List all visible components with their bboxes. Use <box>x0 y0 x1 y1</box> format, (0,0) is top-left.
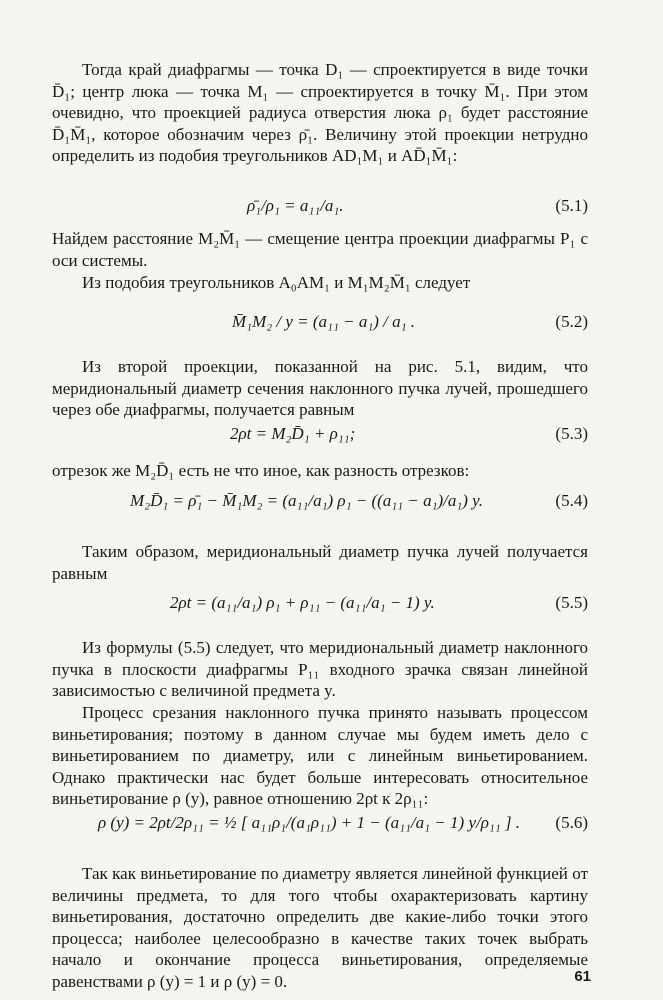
equation-5-1 <box>52 196 588 226</box>
equation-formula: M̄₁M₂ / y = (a₁₁ − a₁) / a₁ . <box>232 312 416 331</box>
page-number: 61 <box>574 968 591 985</box>
paragraph: Процесс срезания наклонного пучка принято называть процессом виньетирования; поэтому в данном случае мы будем иметь дело с виньетированием по диаметру, или с линейным виньетированием. Однако практически нас будет больше интересовать относительное виньетирование ρ (y), равное отношению 2ρt к 2ρ₁₁: <box>52 703 588 808</box>
equation-formula: 2ρt = M₂D̄₁ + ρ₁₁; <box>230 424 356 443</box>
paragraph: Тогда край диафрагмы — точка D₁ — спроектируется в виде точки D̄₁; центр люка — точка M₁ — спроектируется в точку M̄₁. При этом очевидно, что проекцией радиуса отверстия люка ρ₁ будет расстояние D̄₁M̄₁, которое обозначим через ρ̄₁. Величину этой проекции нетрудно определить из подобия треугольников AD₁M₁ и AD̄₁M̄₁: <box>52 60 588 165</box>
equation-number: (5.6) <box>555 813 588 832</box>
paragraph: Найдем расстояние M₂M̄₁ — смещение центра проекции диафрагмы P₁ с оси системы. <box>52 229 588 270</box>
equation-5-5 <box>52 593 588 623</box>
paragraph: отрезок же M₂D̄₁ есть не что иное, как разность отрезков: <box>52 461 470 480</box>
paragraph: Таким образом, меридиональный диаметр пучка лучей получается равным <box>52 542 588 583</box>
equation-number: (5.1) <box>555 196 588 215</box>
paragraph: Так как виньетирование по диаметру является линейной функцией от величины предмета, то для того чтобы охарактеризовать картину виньетирования, достаточно определить две какие-либо точки этого процесса; наиболее целесообразно в качестве таких точек выбрать начало и окончание процесса виньетирования, определяемые равенствами ρ (y) = 1 и ρ (y) = 0. <box>52 864 588 991</box>
paragraph: Из формулы (5.5) следует, что меридиональный диаметр наклонного пучка в плоскости диафрагмы P₁₁ входного зрачка связан линейной зависимостью с величиной предмета y. <box>52 638 588 700</box>
equation-number: (5.5) <box>555 593 588 612</box>
equation-formula: M₂D̄₁ = ρ̄₁ − M̄₁M₂ = (a₁₁/a₁) ρ₁ − ((a₁₁ − a₁)/a₁) y. <box>130 491 484 510</box>
equation-formula: ρ̄₁/ρ₁ = a₁₁/a₁. <box>247 196 344 215</box>
paragraph: Из подобия треугольников A₀AM₁ и M₁M₂M̄₁ следует <box>82 273 471 292</box>
equation-5-4 <box>52 491 588 521</box>
equation-formula: 2ρt = (a₁₁/a₁) ρ₁ + ρ₁₁ − (a₁₁/a₁ − 1) y. <box>170 593 435 612</box>
equation-5-2 <box>52 312 588 342</box>
equation-5-3 <box>52 424 588 454</box>
equation-5-6 <box>52 813 588 843</box>
equation-formula: ρ (y) = 2ρt/2ρ₁₁ = ½ [ a₁₁ρ₁/(a₁ρ₁₁) + 1 − (a₁₁/a₁ − 1) y/ρ₁₁ ] . <box>98 813 521 832</box>
equation-number: (5.3) <box>555 424 588 443</box>
paragraph: Из второй проекции, показанной на рис. 5.1, видим, что меридиональный диаметр сечения наклонного пучка лучей, прошедшего через обе диафрагмы, получается равным <box>52 357 588 419</box>
equation-number: (5.4) <box>555 491 588 510</box>
equation-number: (5.2) <box>555 312 588 331</box>
